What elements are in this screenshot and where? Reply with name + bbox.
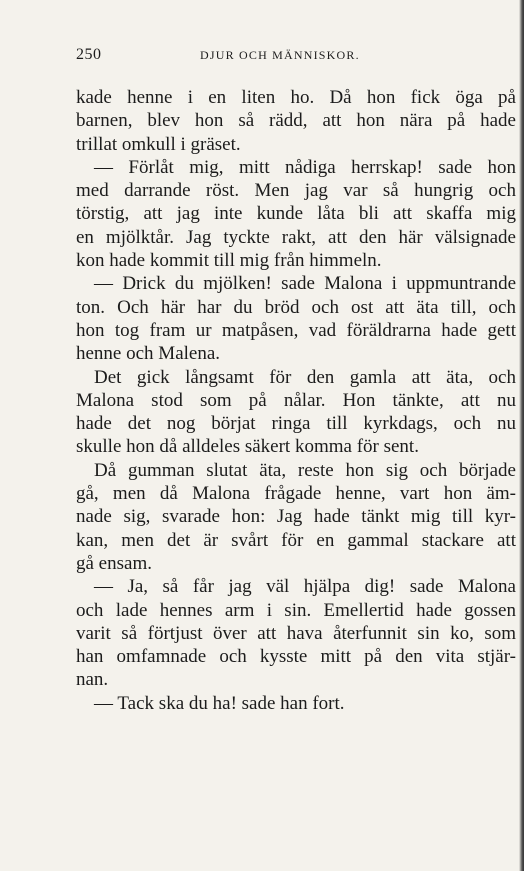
text-line: en mjölktår. Jag tyckte rakt, att den här välsignade	[76, 226, 516, 248]
text-line: nade sig, svarade hon: Jag hade tänkt mig till kyr-	[76, 506, 516, 528]
text-line: och lade hennes arm i sin. Emellertid hade gossen	[76, 599, 516, 621]
text-line: — Ja, så får jag väl hjälpa dig! sade Malona	[94, 576, 516, 598]
text-line: ton. Och här har du bröd och ost att äta till, och	[76, 296, 516, 318]
body-text	[76, 86, 516, 715]
text-line: — Tack ska du ha! sade han fort.	[94, 692, 345, 714]
text-line: hade det nog börjat ringa till kyrkdags, och nu	[76, 413, 516, 435]
text-line: törstig, att jag inte kunde låta bli att skaffa mig	[76, 203, 516, 225]
text-line: gå ensam.	[76, 552, 152, 574]
page-number: 250	[76, 46, 102, 63]
page-header	[76, 46, 516, 68]
text-line: Malona stod som på nålar. Hon tänkte, att nu	[76, 389, 516, 411]
text-line: gå, men då Malona frågade henne, vart hon äm-	[76, 483, 516, 505]
text-line: kan, men det är svårt för en gammal stackare att	[76, 529, 516, 551]
running-head: DJUR OCH MÄNNISKOR.	[200, 48, 360, 62]
text-line: trillat omkull i gräset.	[76, 133, 241, 155]
text-line: kon hade kommit till mig från himmeln.	[76, 250, 382, 272]
text-line: han omfamnade och kysste mitt på den vita stjär-	[76, 646, 516, 668]
text-line: — Förlåt mig, mitt nådiga herrskap! sade hon	[94, 156, 516, 178]
text-line: hon tog fram ur matpåsen, vad föräldrarna hade gett	[76, 319, 516, 341]
text-line: — Drick du mjölken! sade Malona i uppmuntrande	[94, 273, 516, 295]
text-line: henne och Malena.	[76, 343, 221, 365]
text-line: skulle hon då alldeles säkert komma för sent.	[76, 436, 419, 458]
text-line: med darrande röst. Men jag var så hungrig och	[76, 180, 516, 202]
text-line: nan.	[76, 669, 109, 691]
text-line: varit så förtjust över att hava återfunnit sin ko, som	[76, 622, 516, 644]
page-edge-shadow	[519, 0, 524, 871]
text-line: barnen, blev hon så rädd, att hon nära på hade	[76, 110, 516, 132]
text-line: Det gick långsamt för den gamla att äta, och	[94, 366, 516, 388]
text-line: kade henne i en liten ho. Då hon fick öga på	[76, 87, 516, 108]
text-line: Då gumman slutat äta, reste hon sig och började	[94, 459, 516, 481]
